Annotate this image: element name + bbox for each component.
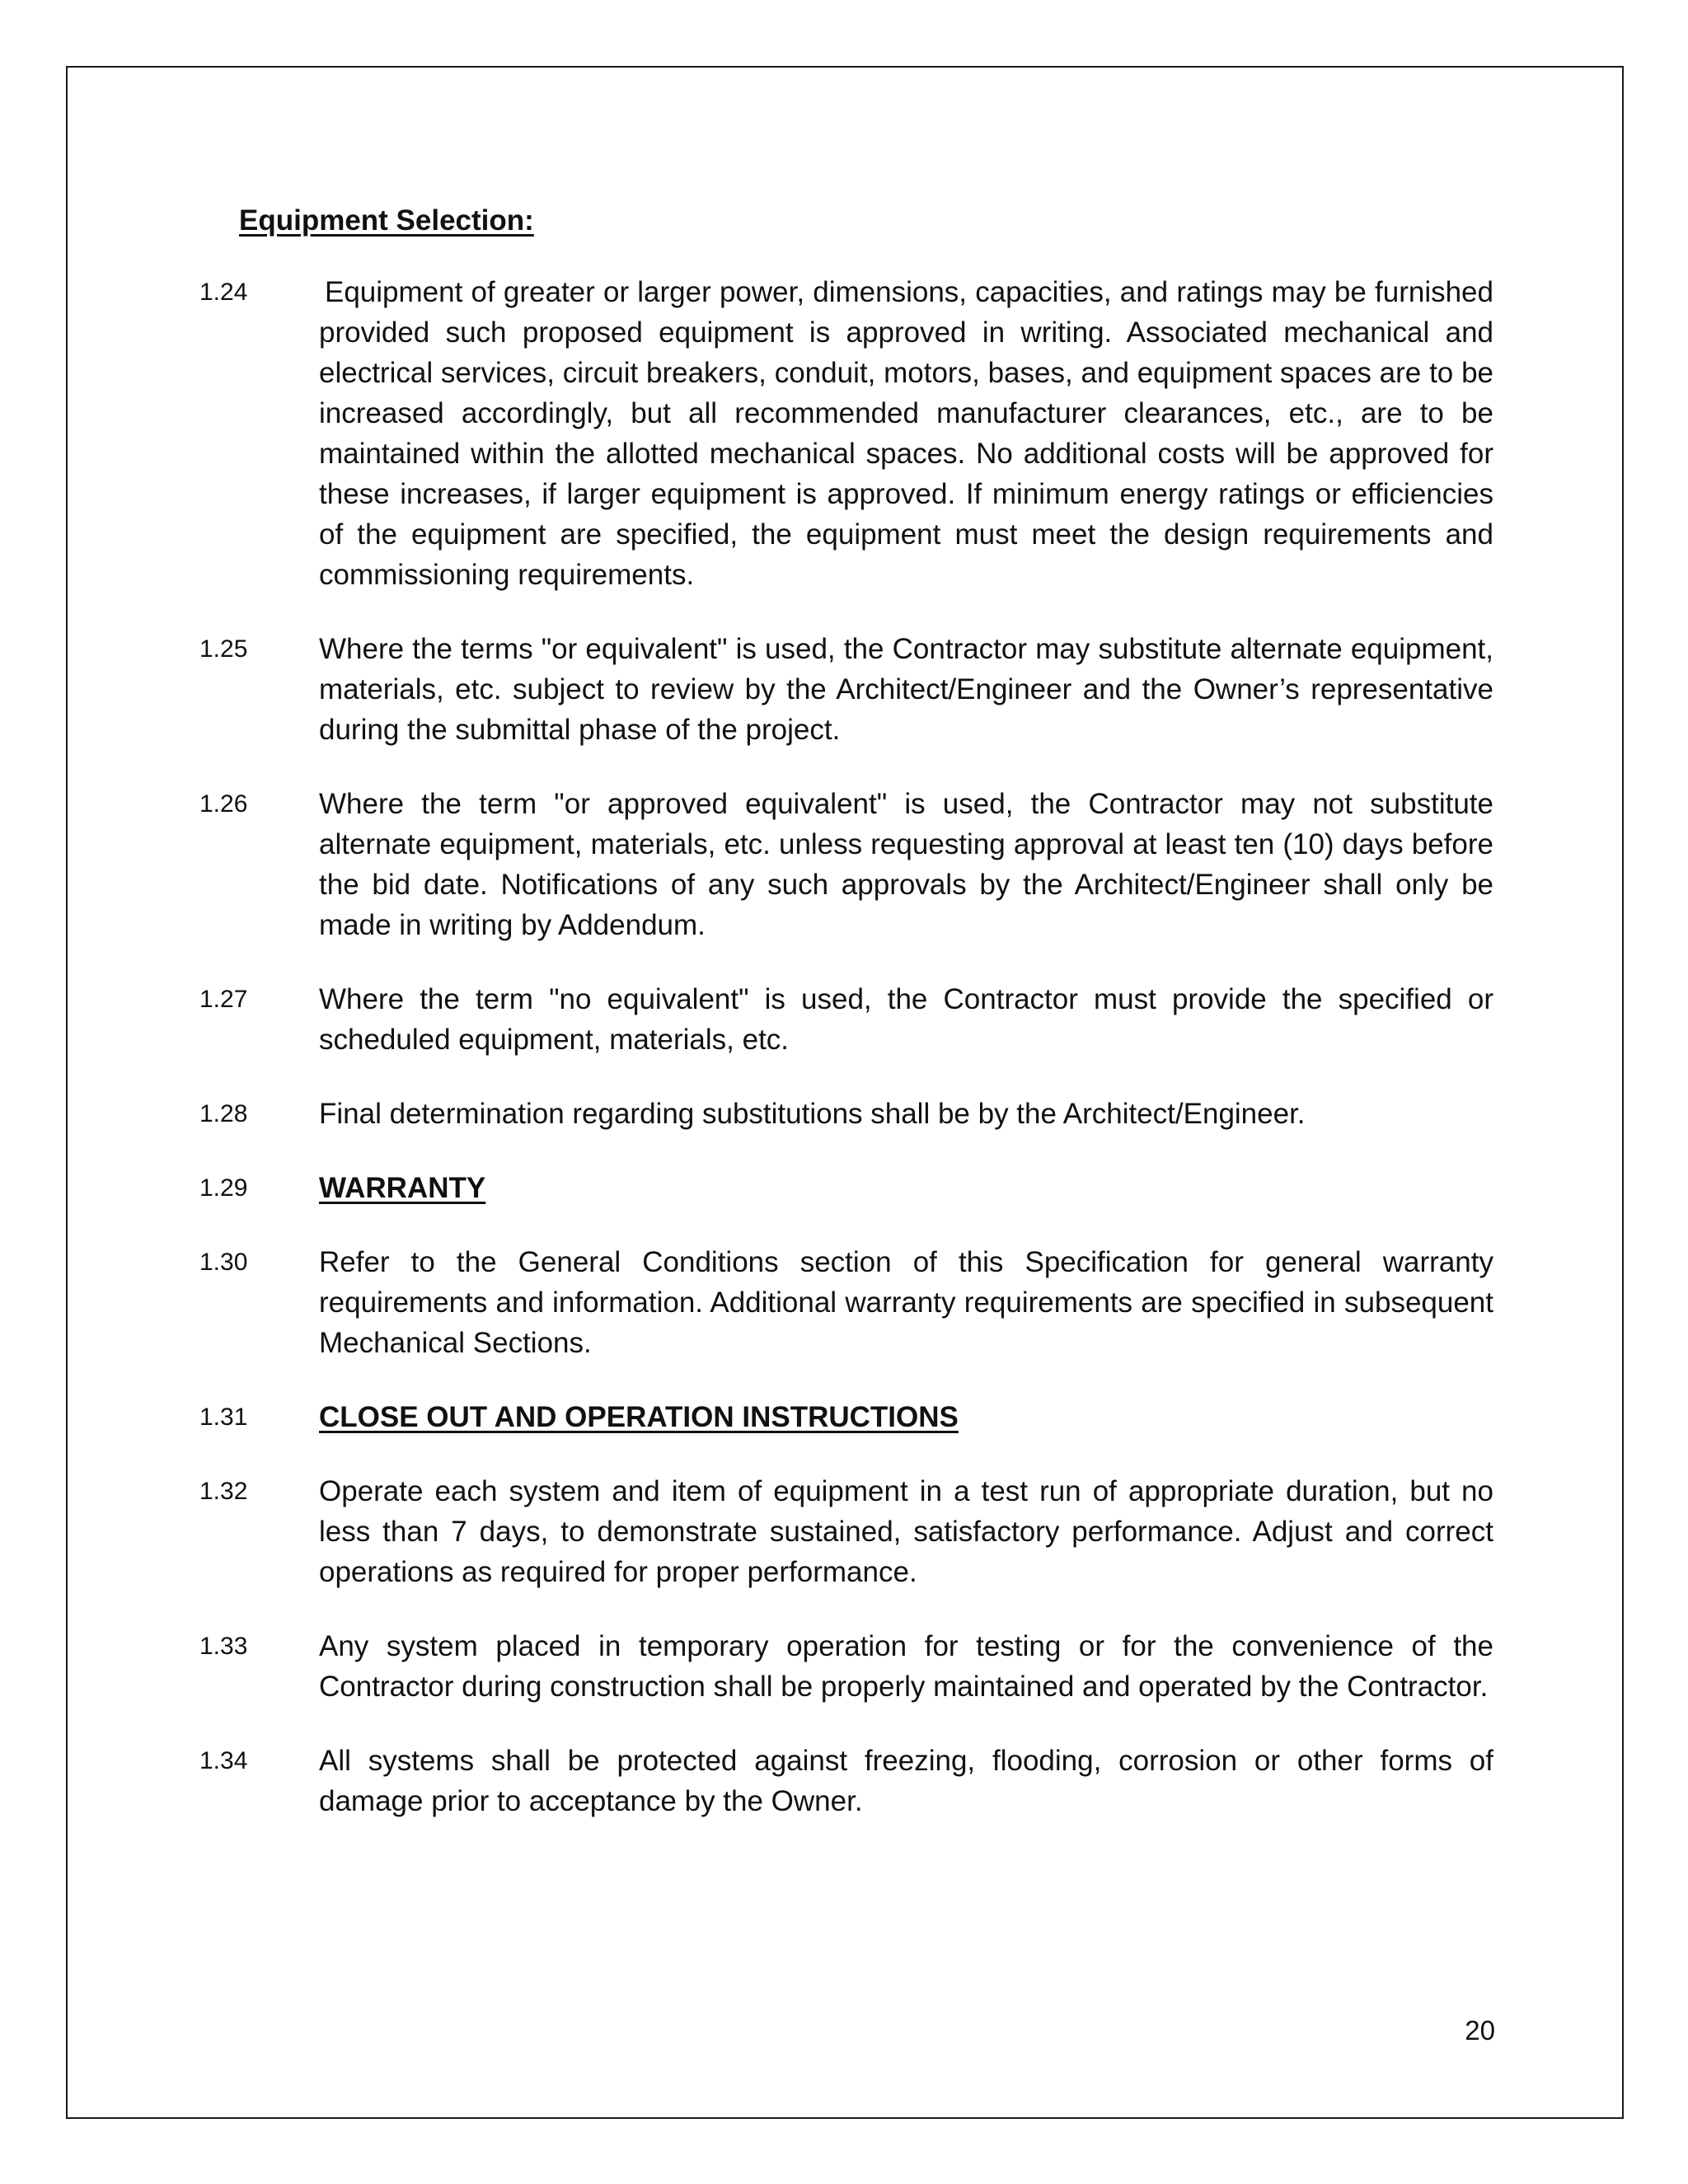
- clause-list: [199, 272, 1493, 1855]
- clause-text: All systems shall be protected against freezing, flooding, corrosion or other forms of damage prior to acceptance by the Owner.: [319, 1745, 1493, 1817]
- clause-number: 1.29: [199, 1174, 248, 1202]
- clause-number: 1.28: [199, 1100, 248, 1127]
- clause-1-30: [199, 1242, 1493, 1363]
- clause-1-33: [199, 1626, 1493, 1707]
- clause-number: 1.25: [199, 635, 248, 663]
- close-out-heading: CLOSE OUT AND OPERATION INSTRUCTIONS: [319, 1401, 959, 1433]
- section-heading: Equipment Selection:: [239, 204, 534, 237]
- clause-text: Where the term "or approved equivalent" is used, the Contractor may not substitute alternate equipment, materials, etc. unless requesting approval at least ten (10) days before the bid date. Notifications of any such approvals by the Architect/Engineer shall only be made in writing by Addendum.: [319, 788, 1493, 941]
- clause-number: 1.24: [199, 279, 248, 306]
- clause-1-31: [199, 1397, 1493, 1437]
- clause-text: Equipment of greater or larger power, dimensions, capacities, and ratings may be furnished provided such proposed equipment is approved in writing. Associated mechanical and electrical services, circuit breakers, conduit, motors, bases, and equipment spaces are to be increased accordingly, but all recommended manufacturer clearances, etc., are to be maintained within the allotted mechanical spaces. No additional costs will be approved for these increases, if larger equipment is approved. If minimum energy ratings or efficiencies of the equipment are specified, the equipment must meet the design requirements and commissioning requirements.: [319, 276, 1493, 591]
- clause-number: 1.26: [199, 790, 248, 818]
- clause-1-28: [199, 1094, 1493, 1134]
- clause-1-29: [199, 1168, 1493, 1208]
- clause-number: 1.30: [199, 1249, 248, 1276]
- clause-1-26: [199, 784, 1493, 945]
- clause-text: Where the terms "or equivalent" is used, the Contractor may substitute alternate equipment, materials, etc. subject to review by the Architect/Engineer and the Owner’s representative during the submittal phase of the project.: [319, 633, 1493, 746]
- clause-number: 1.27: [199, 986, 248, 1013]
- warranty-heading: WARRANTY: [319, 1172, 486, 1204]
- clause-text: Any system placed in temporary operation for testing or for the convenience of the Contractor during construction shall be properly maintained and operated by the Contractor.: [319, 1630, 1493, 1703]
- page-number: 20: [1465, 2015, 1495, 2046]
- clause-1-32: [199, 1471, 1493, 1592]
- clause-1-27: [199, 979, 1493, 1060]
- clause-1-25: [199, 629, 1493, 750]
- clause-text: Operate each system and item of equipment in a test run of appropriate duration, but no less than 7 days, to demonstrate sustained, satisfactory performance. Adjust and correct operations as required for proper performance.: [319, 1475, 1493, 1588]
- clause-number: 1.33: [199, 1633, 248, 1660]
- clause-number: 1.31: [199, 1404, 248, 1431]
- clause-number: 1.34: [199, 1747, 248, 1774]
- clause-number: 1.32: [199, 1478, 248, 1505]
- clause-1-34: [199, 1741, 1493, 1821]
- clause-text: Final determination regarding substitutions shall be by the Architect/Engineer.: [319, 1098, 1306, 1130]
- clause-1-24: [199, 272, 1493, 595]
- clause-text: Refer to the General Conditions section of this Specification for general warranty requirements and information. Additional warranty requirements are specified in subsequent Mechanical Sections.: [319, 1246, 1493, 1359]
- clause-text: Where the term "no equivalent" is used, the Contractor must provide the specified or scheduled equipment, materials, etc.: [319, 983, 1493, 1056]
